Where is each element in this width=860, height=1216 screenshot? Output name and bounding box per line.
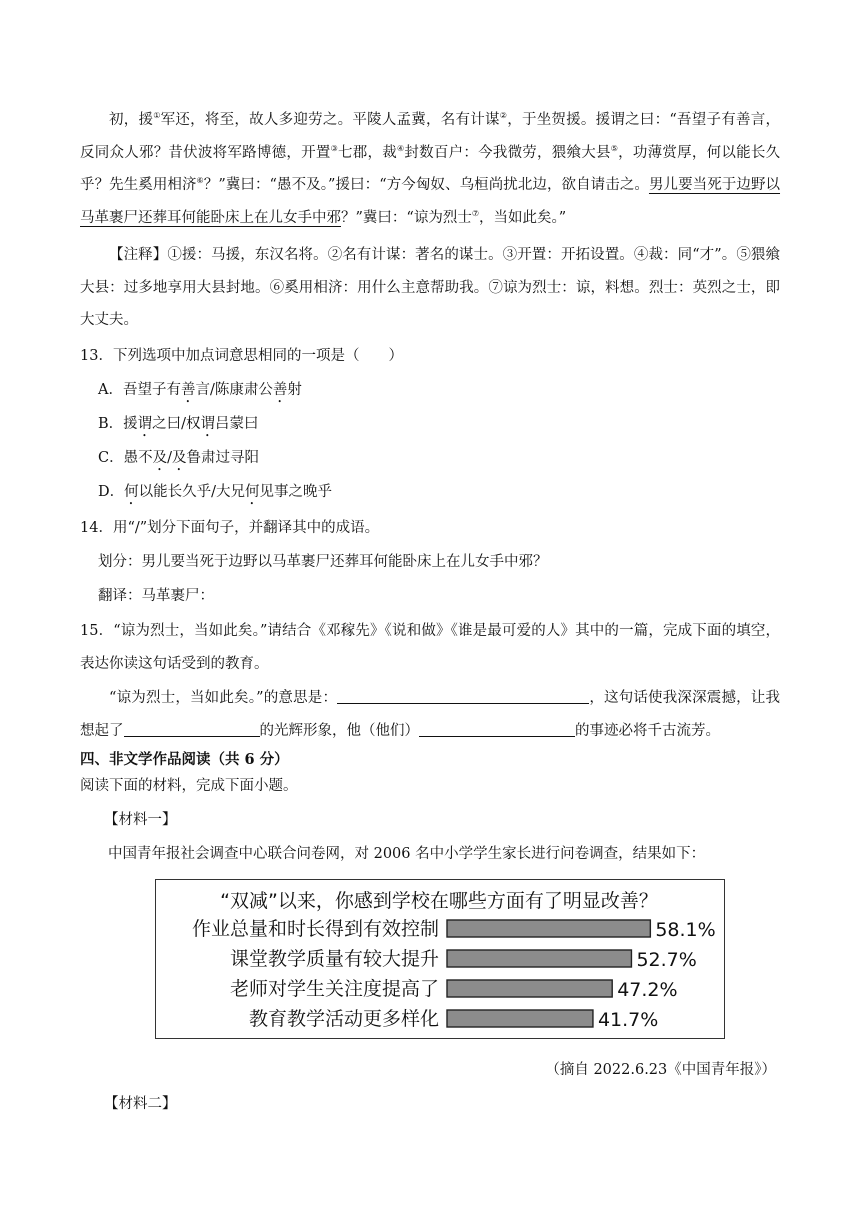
chart-value-label: 52.7% [636,949,697,971]
q14-stem: 14．用“/”划分下面句子，并翻译其中的成语。 [80,520,380,536]
q13-option-b[interactable]: B．援谓之曰/权谓吕蒙曰 [98,416,259,432]
answer-blank-person[interactable] [124,722,260,737]
material-2-label: 【材料二】 [104,1096,177,1112]
answer-blank-meaning[interactable] [337,689,589,704]
q15-stem: 15．“谅为烈士，当如此矣。”请结合《邓稼先》《说和做》《谁是最可爱的人》其中的一篇，完成下面的填空，表达你读这句话受到的教育。 [80,623,780,672]
chart-title: “双减”以来，你感到学校在哪些方面有了明显改善？ [220,890,658,912]
answer-blank-deeds[interactable] [419,722,575,737]
chart-category-label: 课堂教学质量有较大提升 [229,948,439,970]
q14-divide-sentence: 划分：男儿要当死于边野以马革裹尸还葬耳何能卧床上在儿女手中邪？ [98,554,548,570]
underlined-sentence: 男儿要当死于边野以马革裹尸还葬耳何能卧床上在儿女手中邪 [80,177,781,226]
q15-fill-in: “谅为烈士，当如此矣。”的意思是： ，这句话使我深深震撼，让我想起了 的光辉形象，他（他们） 的事迹必将千古流芳。 [80,690,781,739]
section-4-title: 四、非文学作品阅读（共 6 分） [80,751,289,768]
chart-value-label: 47.2% [617,979,678,1001]
chart-bar [447,980,612,997]
q13-stem: 13．下列选项中加点词意思相同的一项是（ ） [80,348,403,364]
chart-bar [447,950,631,967]
classical-passage: 初，援①军还，将至，故人多迎劳之。平陵人孟冀，名有计谋②，于坐贺援。援谓之曰：“吾望子有善言，反同众人邪？昔伏波将军路博德，开置③七郡，裁④封数百户：今我微劳，猥飨大县⑤，功薄赏厚，何以能长久乎？先生奚用相济⑥？”冀曰：“愚不及。”援曰：“方今匈奴、乌桓尚扰北边，欲自请击之。男儿要当死于边野以马革裹尸还葬耳何能卧床上在儿女手中邪？”冀曰：“谅为烈士⑦，当如此矣。” [80,111,781,226]
chart-canvas [156,880,723,1037]
survey-bar-chart [155,879,725,1039]
material-1-label: 【材料一】 [104,812,177,828]
section-4-intro: 阅读下面的材料，完成下面小题。 [80,778,298,794]
chart-value-label: 41.7% [597,1009,659,1031]
q13-option-d[interactable]: D．何以能长久乎/大兄何见事之晚乎 [98,484,333,500]
chart-value-label: 58.1% [655,919,716,941]
chart-category-label: 作业总量和时长得到有效控制 [191,918,439,940]
material-1-text: 中国青年报社会调查中心联合问卷网，对 2006 名中小学学生家长进行问卷调查，结果如下： [108,846,706,862]
q13-option-a[interactable]: A．吾望子有善言/陈康肃公善射 [98,382,302,398]
chart-source: （摘自 2022.6.23《中国青年报》） [545,1062,776,1078]
chart-category-label: 老师对学生关注度提高了 [229,978,439,1000]
chart-category-label: 教育教学活动更多样化 [248,1008,439,1030]
chart-bar [447,1010,593,1027]
chart-bar [447,920,650,937]
q14-translate-prompt: 翻译：马革裹尸： [98,588,214,604]
q13-option-c[interactable]: C．愚不及/及鲁肃过寻阳 [98,450,259,466]
annotation-notes: 【注释】①援：马援，东汉名将。②名有计谋：著名的谋士。③开置：开拓设置。④裁：同“才”。⑤猥飨大县：过多地享用大县封地。⑥奚用相济：用什么主意帮助我。⑦谅为烈士：谅，料想。烈士：英烈之士，即大丈夫。 [80,247,780,328]
